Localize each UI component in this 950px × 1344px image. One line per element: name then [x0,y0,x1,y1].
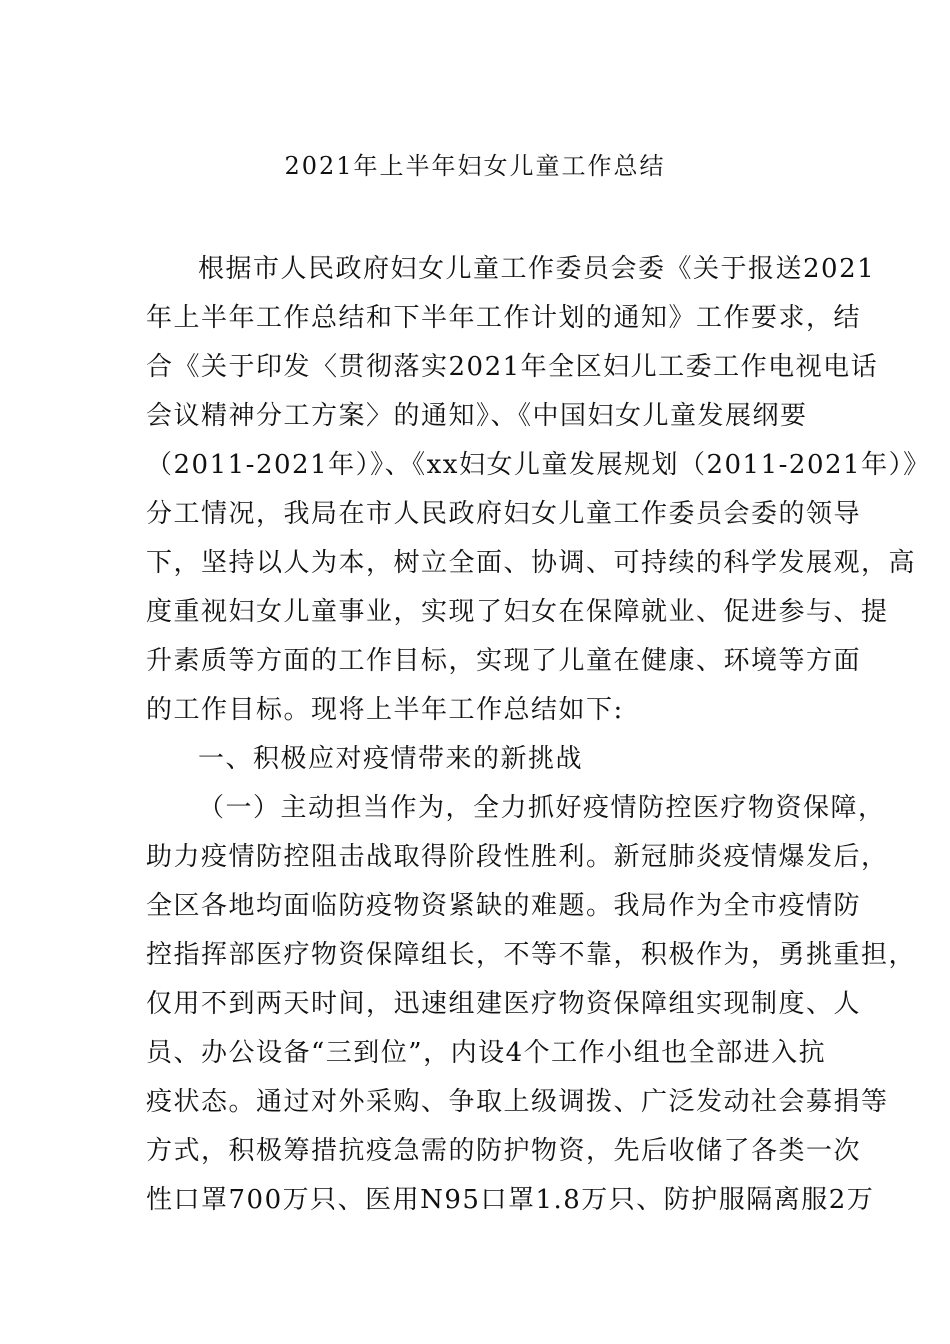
paragraph-line: 仅用不到两天时间，迅速组建医疗物资保障组实现制度、人 [146,989,862,1019]
paragraph-line: 年上半年工作总结和下半年工作计划的通知》工作要求，结 [146,303,862,333]
paragraph-line: （一）主动担当作为，全力抓好疫情防控医疗物资保障， [198,793,886,823]
section-heading: 一、积极应对疫情带来的新挑战 [198,744,584,774]
paragraph-line: 升素质等方面的工作目标，实现了儿童在健康、环境等方面 [146,646,862,676]
paragraph-line: 全区各地均面临防疫物资紧缺的难题。我局作为全市疫情防 [146,891,862,921]
paragraph-line: （2011-2021年）》、《xx妇女儿童发展规划（2011-2021年）》 [146,450,931,480]
paragraph-line: 合《关于印发〈贯彻落实2021年全区妇儿工委工作电视电话 [146,352,879,382]
paragraph-line: 分工情况，我局在市人民政府妇女儿童工作委员会委的领导 [146,499,862,529]
paragraph-line: 性口罩700万只、医用N95口罩1.8万只、防护服隔离服2万 [146,1185,875,1215]
document-body [146,245,931,1225]
paragraph-line: 员、办公设备“三到位”，内设4个工作小组也全部进入抗 [146,1038,827,1068]
document-title: 2021年上半年妇女儿童工作总结 [284,152,666,180]
paragraph-line: 控指挥部医疗物资保障组长，不等不靠，积极作为，勇挑重担， [146,940,917,970]
paragraph-line: 疫状态。通过对外采购、争取上级调拨、广泛发动社会募捐等 [146,1087,889,1117]
paragraph-line: 下，坚持以人为本，树立全面、协调、可持续的科学发展观，高 [146,548,917,578]
paragraph-line: 方式，积极筹措抗疫急需的防护物资，先后收储了各类一次 [146,1136,862,1166]
paragraph-line: 的工作目标。现将上半年工作总结如下: [146,695,624,725]
paragraph-line: 根据市人民政府妇女儿童工作委员会委《关于报送2021 [198,254,876,284]
paragraph-line: 会议精神分工方案〉的通知》、《中国妇女儿童发展纲要 [146,401,808,431]
paragraph-line: 度重视妇女儿童事业，实现了妇女在保障就业、促进参与、提 [146,597,889,627]
paragraph-line: 助力疫情防控阻击战取得阶段性胜利。新冠肺炎疫情爆发后， [146,842,889,872]
